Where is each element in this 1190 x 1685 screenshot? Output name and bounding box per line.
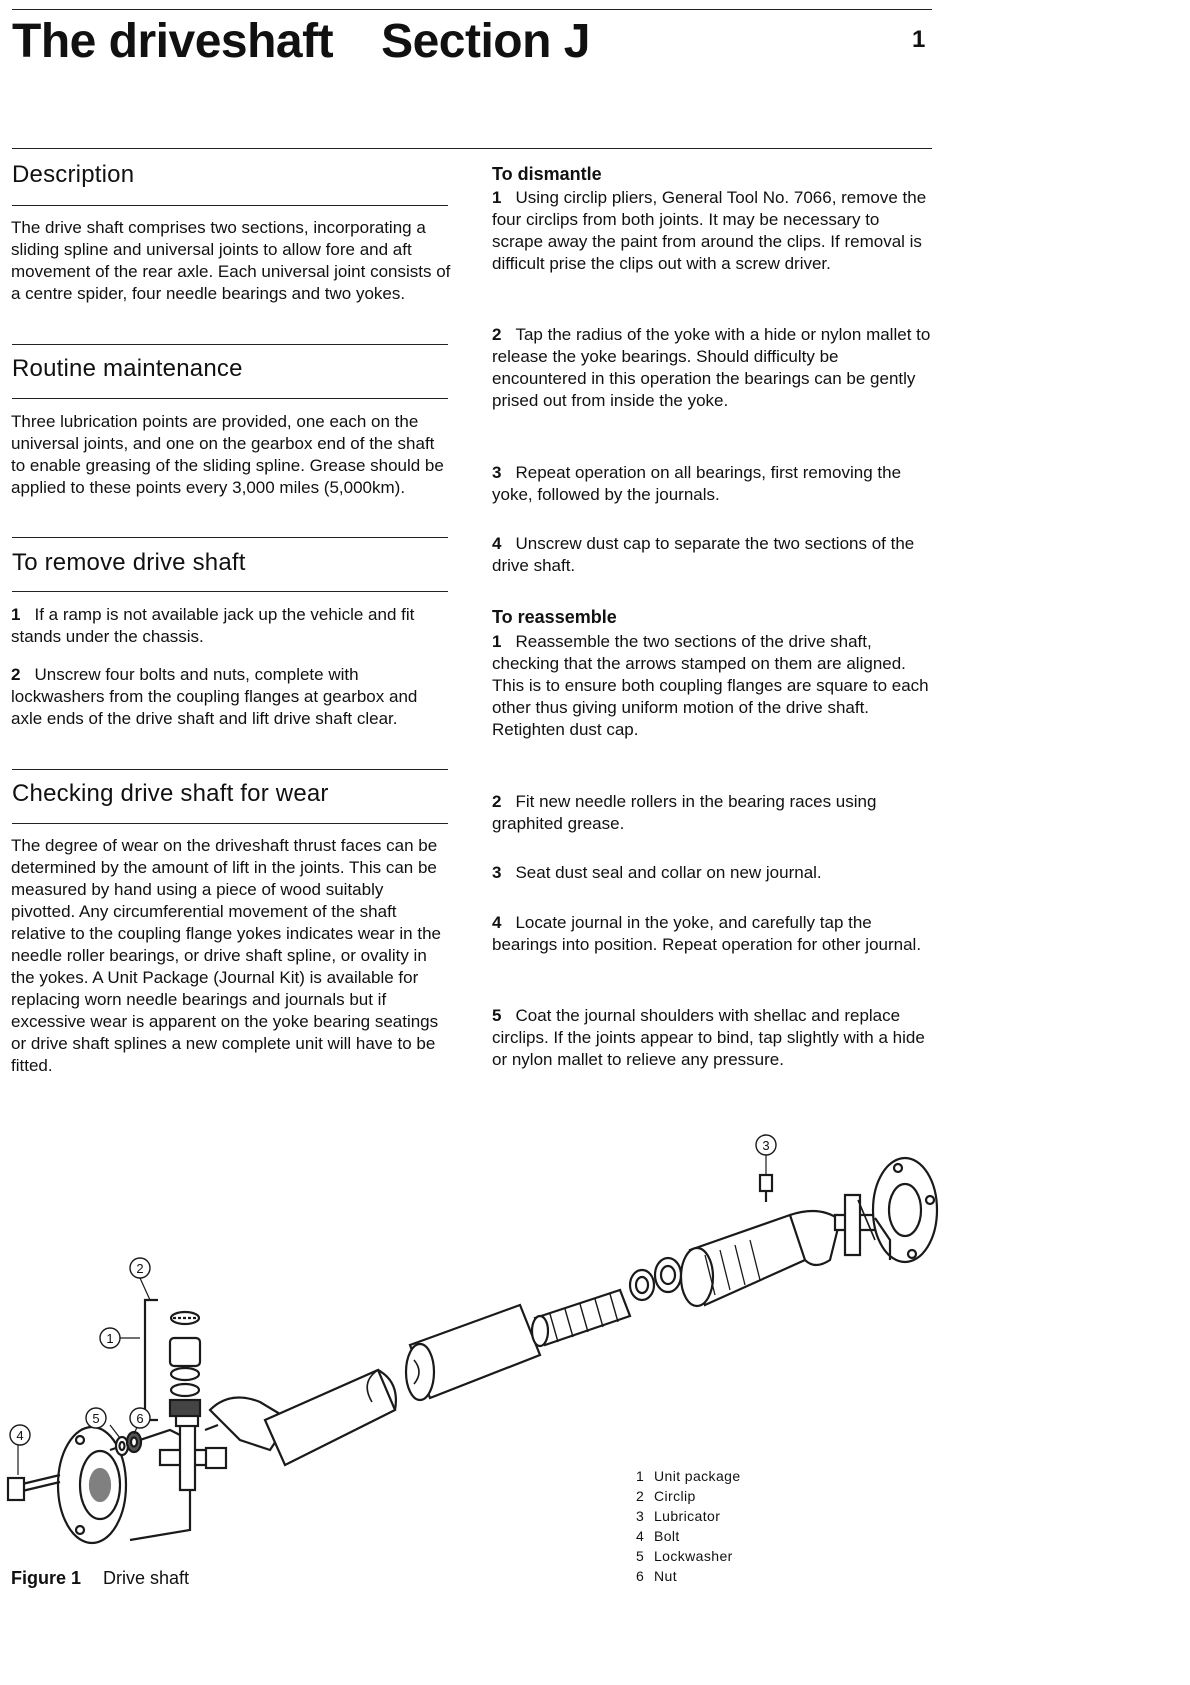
reassemble-step <box>492 791 932 835</box>
step-number: 3 <box>492 463 502 482</box>
checking-wear-text: The degree of wear on the driveshaft thrust faces can be determined by the amount of lift in the joints. This can be measured by hand using a piece of wood suitably pivotted. Any circumferential movement of the shaft relative to the coupling flange yokes indicates wear in the needle roller bearings, or drive shaft spline, or ovality in the yokes. A Unit Package (Journal Kit) is available for replacing worn needle bearings and journals but if excessive wear is apparent on the yoke bearing seatings or drive shaft splines a new complete unit will have to be fitted. <box>11 836 441 1075</box>
svg-text:2: 2 <box>136 1261 144 1276</box>
splined-shaft <box>532 1290 630 1346</box>
sleeve-yoke <box>681 1211 840 1306</box>
routine-maintenance-heading: Routine maintenance <box>12 355 243 382</box>
step-number: 2 <box>11 665 21 684</box>
svg-text:1: 1 <box>106 1331 114 1346</box>
legend-label: Unit package <box>654 1468 741 1484</box>
dismantle-step <box>492 533 932 577</box>
svg-text:3: 3 <box>762 1138 770 1153</box>
step-number: 1 <box>492 632 502 651</box>
remove-step <box>11 604 451 648</box>
nut-part <box>127 1432 141 1452</box>
unit-package-parts <box>145 1300 200 1420</box>
legend-item <box>636 1546 741 1566</box>
checking-wear-heading: Checking drive shaft for wear <box>12 780 329 807</box>
step-text: Repeat operation on all bearings, first removing the yoke, followed by the journals. <box>492 463 902 504</box>
routine-maintenance-text: Three lubrication points are provided, one each on the universal joints, and one on the gearbox end of the shaft to enable greasing of the sliding spline. Grease should be applied to these points every 3,000 miles (5,000km). <box>11 412 444 497</box>
step-number: 1 <box>11 605 21 624</box>
rule <box>12 344 448 345</box>
step-text: Seat dust seal and collar on new journal. <box>515 863 822 882</box>
callout-2 <box>130 1258 150 1278</box>
step-text: Fit new needle rollers in the bearing races using graphited grease. <box>492 792 877 833</box>
bolt-part <box>8 1475 60 1500</box>
reassemble-step <box>492 631 932 741</box>
step-text: Using circlip pliers, General Tool No. 7066, remove the four circlips from both joints. It may be necessary to scrape away the paint from around the clips. If removal is difficult prise the clips out with a screw driver. <box>492 188 927 273</box>
reassemble-heading: To reassemble <box>492 607 617 627</box>
chapter-title: The driveshaft <box>12 15 334 68</box>
dismantle-step <box>492 324 932 412</box>
step-text: Unscrew dust cap to separate the two sections of the drive shaft. <box>492 534 915 575</box>
figure-legend <box>636 1466 741 1586</box>
legend-item <box>636 1486 741 1506</box>
callout-4 <box>10 1425 30 1445</box>
lubricator-part <box>760 1175 772 1202</box>
step-number: 5 <box>492 1006 502 1025</box>
step-number: 2 <box>492 792 502 811</box>
legend-item <box>636 1526 741 1546</box>
legend-label: Bolt <box>654 1528 680 1544</box>
svg-text:6: 6 <box>136 1411 144 1426</box>
step-text: Unscrew four bolts and nuts, complete with lockwashers from the coupling flanges at gearbox and axle ends of the drive shaft and lift drive shaft clear. <box>11 665 418 728</box>
sliding-sleeve <box>406 1305 540 1400</box>
reassemble-step <box>492 912 932 956</box>
step-number: 4 <box>492 913 502 932</box>
callout-5 <box>86 1408 106 1428</box>
legend-label: Lockwasher <box>654 1548 733 1564</box>
step-text: Reassemble the two sections of the drive shaft, checking that the arrows stamped on them are aligned. This is to ensure both coupling flanges are square to each other thus giving uniform motion of the drive shaft. Retighten dust cap. <box>492 632 929 739</box>
legend-item <box>636 1506 741 1526</box>
rule <box>12 823 448 824</box>
legend-number: 4 <box>636 1528 645 1544</box>
step-text: Coat the journal shoulders with shellac and replace circlips. If the joints appear to bind, tap slightly with a hide or nylon mallet to relieve any pressure. <box>492 1006 925 1069</box>
svg-text:5: 5 <box>92 1411 100 1426</box>
step-number: 4 <box>492 534 502 553</box>
description-heading: Description <box>12 161 135 188</box>
legend-item <box>636 1566 741 1586</box>
section-label: Section J <box>381 15 590 68</box>
description-text: The drive shaft comprises two sections, incorporating a sliding spline and universal joints to allow fore and aft movement of the rear axle. Each universal joint consists of a centre spider, four needle bearings and two yokes. <box>11 218 451 303</box>
legend-label: Nut <box>654 1568 677 1584</box>
legend-label: Lubricator <box>654 1508 721 1524</box>
rule <box>12 398 448 399</box>
shaft-tube <box>210 1370 396 1465</box>
dust-cap-washers <box>630 1258 681 1300</box>
step-number: 1 <box>492 188 502 207</box>
rule <box>12 537 448 538</box>
legend-label: Circlip <box>654 1488 696 1504</box>
rule <box>12 591 448 592</box>
step-text: Locate journal in the yoke, and carefully tap the bearings into position. Repeat operation for other journal. <box>492 913 922 954</box>
rule <box>12 769 448 770</box>
legend-number: 5 <box>636 1548 645 1564</box>
figure-caption <box>11 1568 189 1589</box>
callout-1 <box>100 1328 120 1348</box>
reassemble-step <box>492 862 932 884</box>
rule <box>12 205 448 206</box>
header-bottom-rule <box>12 148 932 149</box>
figure-label: Figure 1 <box>11 1568 82 1588</box>
svg-text:4: 4 <box>16 1428 24 1443</box>
rear-universal-joint <box>835 1195 875 1255</box>
legend-number: 2 <box>636 1488 645 1504</box>
legend-number: 6 <box>636 1568 645 1584</box>
callout-leaders <box>18 1155 766 1475</box>
step-text: Tap the radius of the yoke with a hide or nylon mallet to release the yoke bearings. Should difficulty be encountered in this operation the bearings can be gently prised out from inside the yoke. <box>492 325 931 410</box>
step-number: 3 <box>492 863 502 882</box>
step-number: 2 <box>492 325 502 344</box>
legend-number: 1 <box>636 1468 645 1484</box>
spider-journal <box>160 1412 226 1490</box>
header-top-rule <box>12 9 932 10</box>
dismantle-heading: To dismantle <box>492 164 602 184</box>
remove-step <box>11 664 451 730</box>
reassemble-step <box>492 1005 932 1071</box>
legend-item <box>636 1466 741 1486</box>
callout-3 <box>756 1135 776 1155</box>
page-title <box>12 16 590 69</box>
dismantle-step <box>492 462 932 506</box>
rear-coupling-flange <box>873 1158 937 1262</box>
figure-title: Drive shaft <box>103 1568 190 1588</box>
page-number: 1 <box>912 26 926 53</box>
remove-drive-shaft-heading: To remove drive shaft <box>12 549 246 576</box>
step-text: If a ramp is not available jack up the vehicle and fit stands under the chassis. <box>11 605 415 646</box>
callout-6 <box>130 1408 150 1428</box>
drive-shaft-illustration <box>0 1120 950 1550</box>
dismantle-step <box>492 187 932 275</box>
legend-number: 3 <box>636 1508 645 1524</box>
